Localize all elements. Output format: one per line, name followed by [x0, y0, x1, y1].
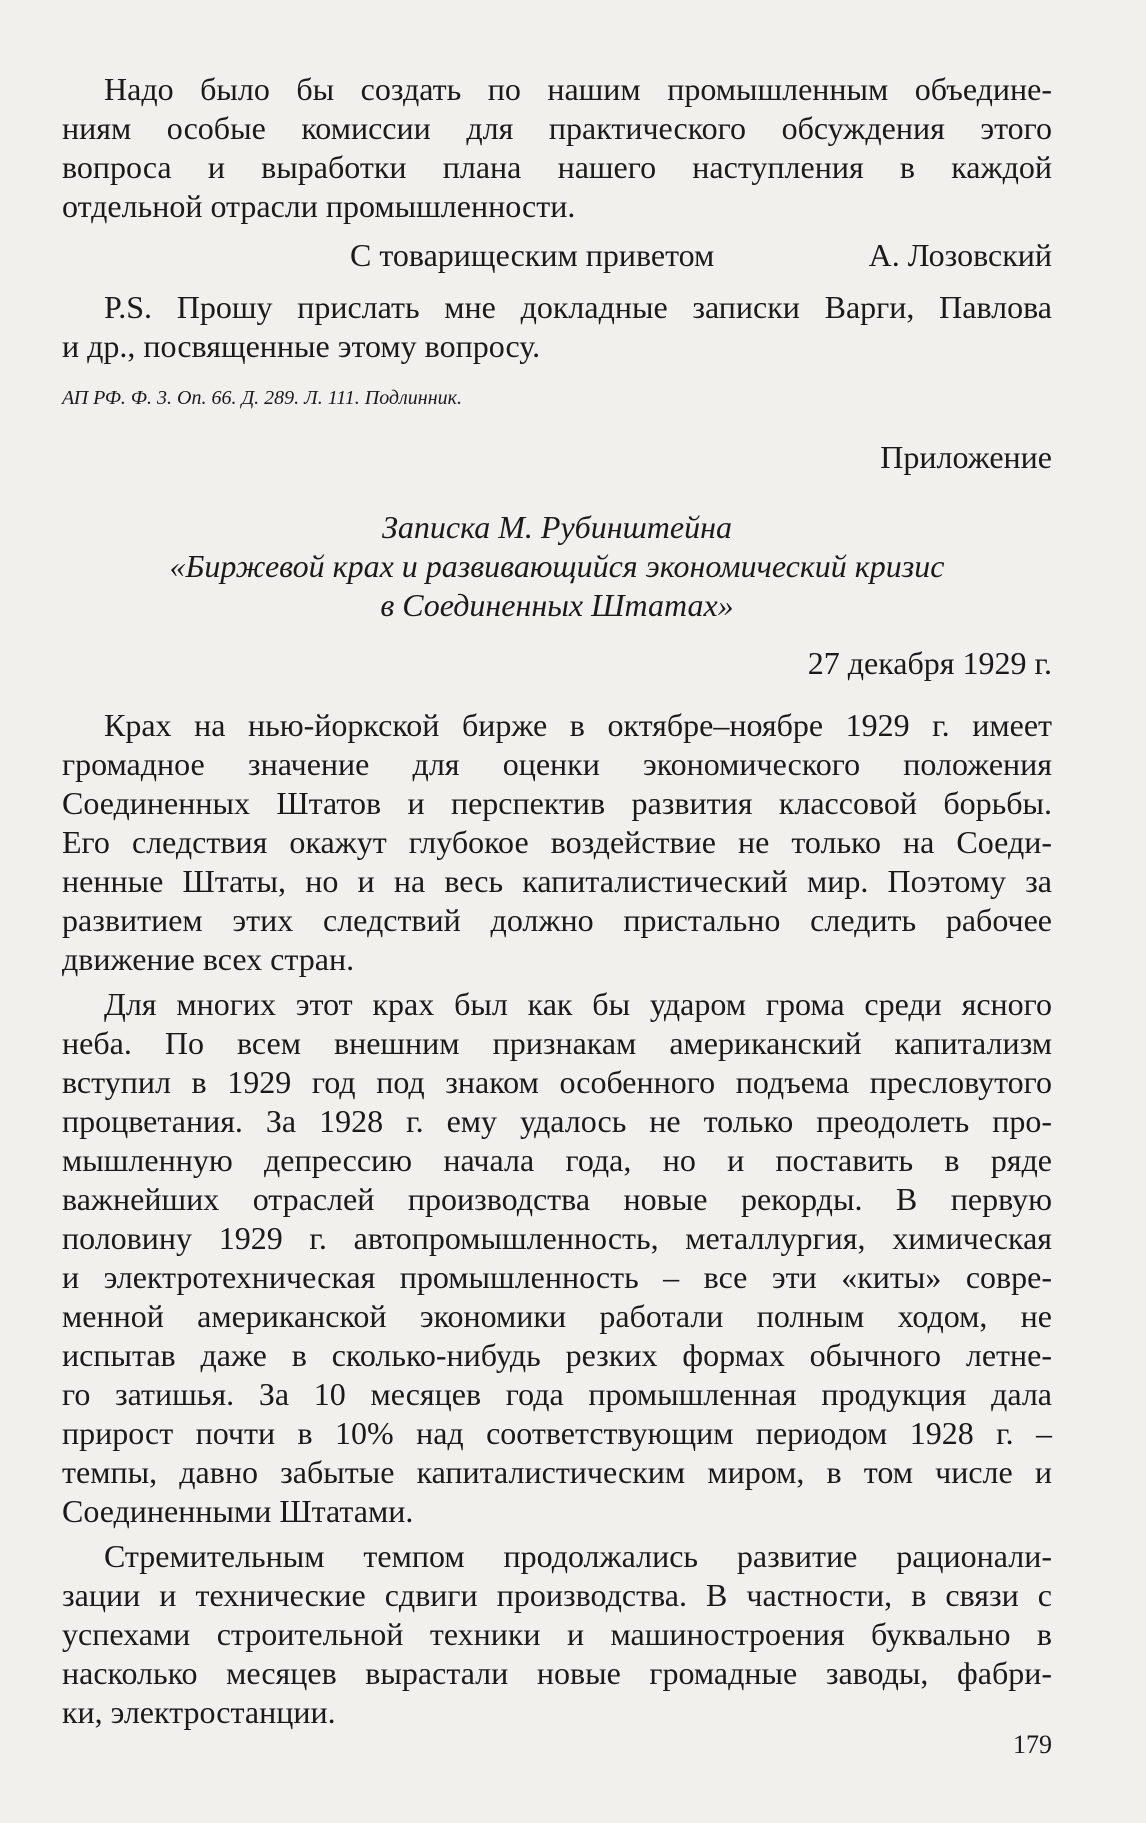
title-line: Записка М. Рубинштейна — [382, 509, 732, 545]
text-line: Соединенных Штатов и перспектив развития классовой борьбы. — [62, 785, 1052, 821]
text-line: Крах на нью-йоркской бирже в октябре–ноябре 1929 г. имеет — [104, 707, 1052, 743]
signature-greeting: С товарищеским приветом — [350, 237, 715, 273]
text-line: громадное значение для оценки экономического положения — [62, 746, 1052, 782]
text-line: ненные Штаты, но и на весь капиталистический мир. Поэтому за — [62, 863, 1052, 899]
text-line: Стремительным темпом продолжались развитие рационали- — [104, 1538, 1052, 1574]
text-line: вопроса и выработки плана нашего наступления в каждой — [62, 149, 1052, 185]
text-line: испытав даже в сколько-нибудь резких формах обычного летне- — [62, 1337, 1052, 1373]
text-line: отдельной отрасли промышленности. — [62, 188, 576, 224]
text-line: процветания. За 1928 г. ему удалось не только преодолеть про- — [62, 1103, 1052, 1139]
text-line: важнейших отраслей производства новые рекорды. В первую — [62, 1181, 1052, 1217]
text-line: прирост почти в 10% над соответствующим периодом 1928 г. – — [62, 1415, 1052, 1451]
title-line: «Биржевой крах и развивающийся экономический кризис — [169, 548, 945, 584]
text-line: P.S. Прошу прислать мне докладные записки Варги, Павлова — [104, 289, 1052, 325]
text-line: половину 1929 г. автопромышленность, металлургия, химическая — [62, 1220, 1052, 1256]
signature-name: А. Лозовский — [868, 237, 1052, 273]
text-line: движение всех стран. — [62, 941, 355, 977]
text-line: неба. По всем внешним признакам американский капитализм — [62, 1025, 1052, 1061]
text-line: зации и технические сдвиги производства. В частности, в связи с — [62, 1577, 1052, 1613]
text-line: темпы, давно забытые капиталистическим миром, в том числе и — [62, 1454, 1052, 1490]
title-line: в Соединенных Штатах» — [380, 587, 734, 623]
archive-source-note: АП РФ. Ф. 3. Оп. 66. Д. 289. Л. 111. Подлинник. — [62, 387, 462, 409]
text-line: менной американской экономики работали полным ходом, не — [62, 1298, 1052, 1334]
text-line: Его следствия окажут глубокое воздействие не только на Соеди- — [62, 824, 1052, 860]
text-line: ниям особые комиссии для практического обсуждения этого — [62, 110, 1052, 146]
text-line: развитием этих следствий должно пристально следить рабочее — [62, 902, 1052, 938]
text-line: го затишья. За 10 месяцев года промышленная продукция дала — [62, 1376, 1052, 1412]
document-date: 27 декабря 1929 г. — [807, 645, 1052, 681]
text-line: мышленную депрессию начала года, но и поставить в ряде — [62, 1142, 1052, 1178]
text-line: успехами строительной техники и машиностроения буквально в — [62, 1616, 1052, 1652]
text-line: насколько месяцев вырастали новые громадные заводы, фабри- — [62, 1655, 1052, 1691]
text-line: и электротехническая промышленность – все эти «киты» совре- — [62, 1259, 1052, 1295]
text-line: Для многих этот крах был как бы ударом грома среди ясного — [104, 986, 1052, 1022]
page-number: 179 — [1013, 1730, 1052, 1759]
text-line: и др., посвященные этому вопросу. — [62, 328, 541, 364]
text-line: Соединенными Штатами. — [62, 1493, 414, 1529]
text-line: вступил в 1929 год под знаком особенного подъема пресловутого — [62, 1064, 1052, 1100]
text-line: Надо было бы создать по нашим промышленным объедине- — [104, 71, 1052, 107]
appendix-label: Приложение — [880, 439, 1052, 475]
text-line: ки, электростанции. — [62, 1694, 336, 1730]
